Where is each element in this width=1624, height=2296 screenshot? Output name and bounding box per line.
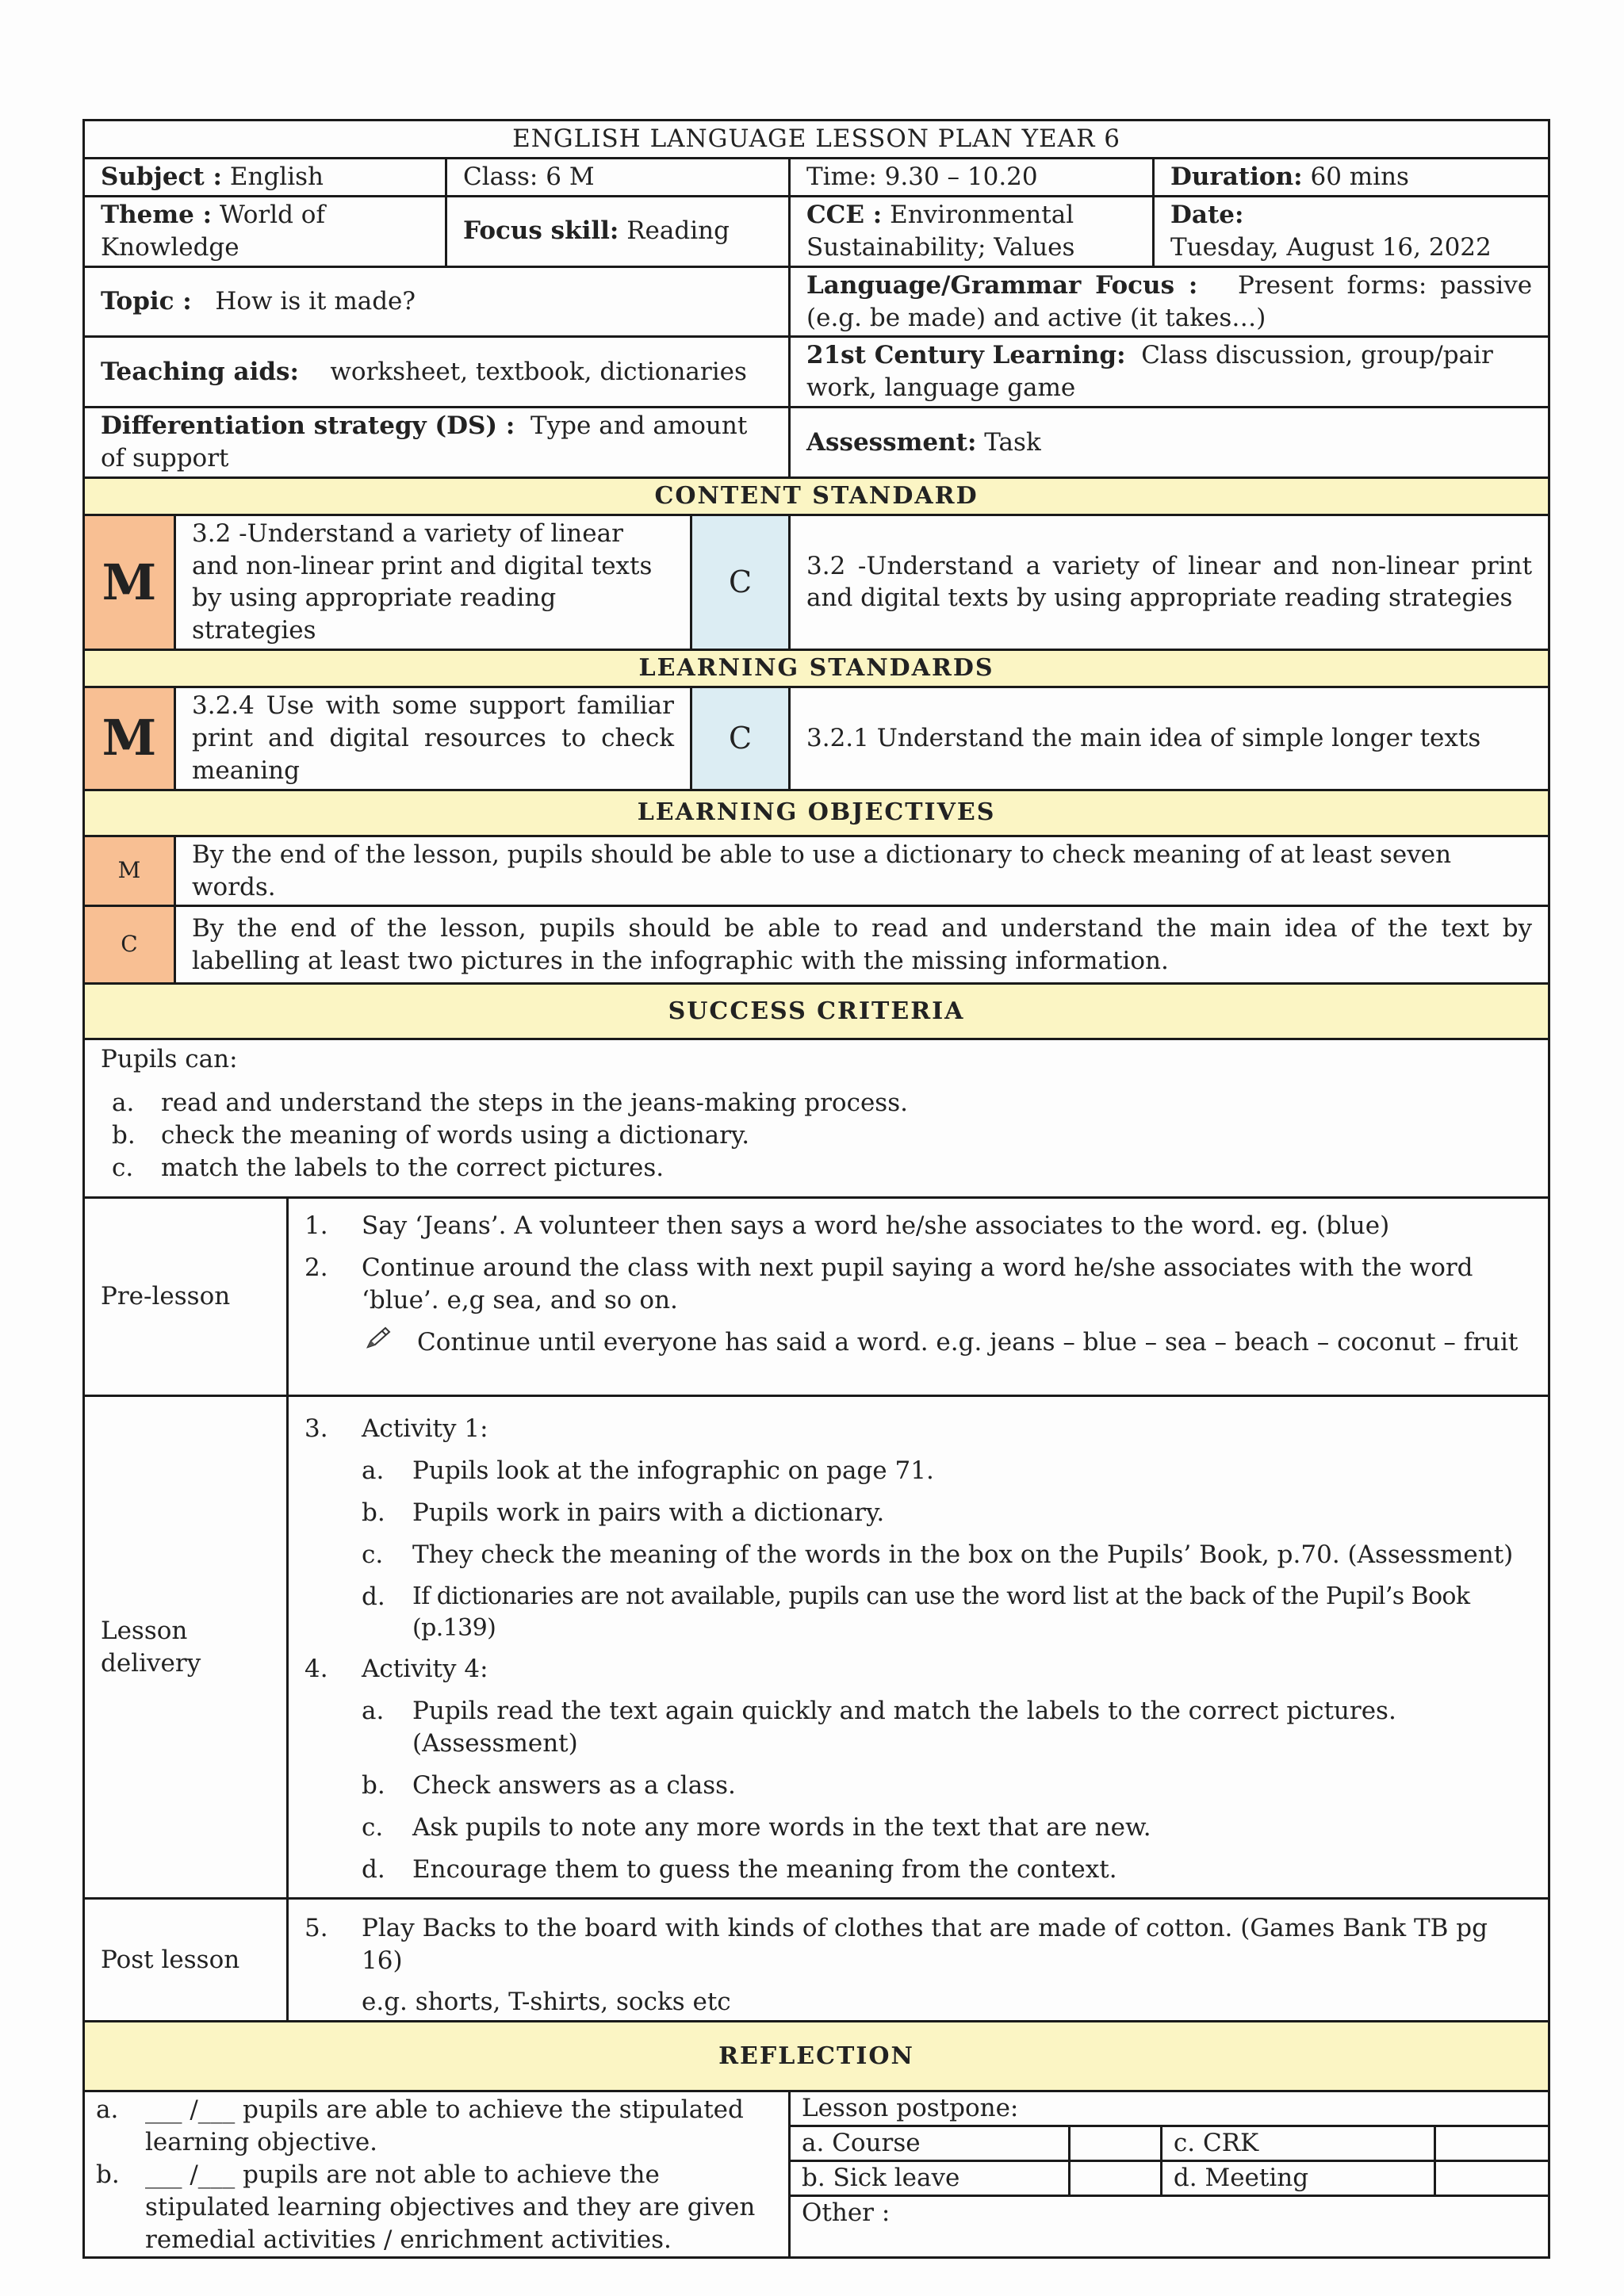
- pre-lesson-label: Pre-lesson: [84, 1198, 288, 1396]
- lo-c-text: By the end of the lesson, pupils should be able to read and understand the main idea of the text by labelling at least two pictures in the infographic with the missing information.: [175, 906, 1549, 984]
- postpone-course-box: [1070, 2126, 1162, 2161]
- cce-cell: CCE : Environmental Sustainability; Values: [790, 196, 1154, 266]
- lesson-delivery-label: Lesson delivery: [84, 1396, 288, 1898]
- 21st-century-cell: 21st Century Learning: Class discussion, group/pair work, language game: [790, 337, 1549, 408]
- activity-4-items: [362, 1695, 1532, 1886]
- list-item: c. Ask pupils to note any more words in the text that are new.: [362, 1812, 1151, 1842]
- date-cell: Date: Tuesday, August 16, 2022: [1154, 196, 1549, 266]
- list-item: d. If dictionaries are not available, pupils can use the word list at the back of the Pupil’s Book (p.139): [362, 1582, 1470, 1642]
- focus-skill-cell: Focus skill: Reading: [446, 196, 790, 266]
- lesson-plan-table: [82, 119, 1550, 2259]
- reflection-notes: [84, 2091, 790, 2258]
- step-item: 2. Continue around the class with next pupil saying a word he/she associates with the word ‘blue’. e,g sea, and so on.: [304, 1253, 1473, 1315]
- list-item: a. read and understand the steps in the jeans-making process.: [112, 1089, 908, 1118]
- topic-cell: Topic : How is it made?: [84, 266, 790, 337]
- theme-cell: Theme : World of Knowledge: [84, 196, 446, 266]
- grammar-focus-cell: Language/Grammar Focus : Present forms: passive (e.g. be made) and active (it takes…): [790, 266, 1549, 337]
- post-lesson-label: Post lesson: [84, 1898, 288, 2022]
- lesson-delivery-steps: [288, 1396, 1549, 1898]
- step-note: Continue until everyone has said a word. e.g. jeans – blue – sea – beach – coconut – fruit: [362, 1326, 1532, 1359]
- duration-cell: Duration: 60 mins: [1154, 158, 1549, 196]
- success-criteria-heading: SUCCESS CRITERIA: [84, 984, 1549, 1039]
- list-item: a. Pupils look at the infographic on page 71.: [362, 1456, 934, 1486]
- pre-lesson-steps: [288, 1198, 1549, 1396]
- step-item: 5. Play Backs to the board with kinds of clothes that are made of cotton. (Games Bank TB pg 16): [304, 1913, 1488, 1975]
- list-item: b. check the meaning of words using a dictionary.: [112, 1121, 750, 1150]
- cs-c-text: 3.2 -Understand a variety of linear and non-linear print and digital texts by using appropriate reading strategies: [790, 515, 1549, 650]
- step-item: 1. Say ‘Jeans’. A volunteer then says a word he/she associates to the word. eg. (blue): [304, 1211, 1390, 1241]
- pencil-icon: [365, 1326, 396, 1359]
- lo-c-label: C: [84, 906, 175, 984]
- activity-1-items: [362, 1455, 1532, 1644]
- list-item: c. They check the meaning of the words in the box on the Pupils’ Book, p.70. (Assessment): [362, 1540, 1514, 1570]
- ls-c-label: C: [691, 687, 790, 790]
- postpone-meeting: d. Meeting: [1161, 2161, 1434, 2196]
- postpone-sick-box: [1070, 2161, 1162, 2196]
- differentiation-cell: Differentiation strategy (DS) : Type and amount of support: [84, 408, 790, 478]
- cs-m-text: 3.2 -Understand a variety of linear and non-linear print and digital texts by using appropriate reading strategies: [175, 515, 691, 650]
- success-criteria-list: [112, 1087, 1532, 1184]
- cs-c-label: C: [691, 515, 790, 650]
- lesson-plan: [82, 119, 1548, 2259]
- post-lesson-example: e.g. shorts, T-shirts, socks etc: [362, 1988, 731, 2017]
- assessment-cell: Assessment: Task: [790, 408, 1549, 478]
- postpone-crk: c. CRK: [1161, 2126, 1434, 2161]
- list-item: a. ___ /___ pupils are able to achieve the stipulated learning objective.: [96, 2095, 744, 2157]
- class-cell: Class: 6 M: [446, 158, 790, 196]
- postpone-meeting-box: [1434, 2161, 1548, 2196]
- ls-m-label: M: [84, 687, 175, 790]
- postpone-crk-box: [1434, 2126, 1548, 2161]
- lesson-postpone-cell: [790, 2091, 1549, 2258]
- lo-m-text: By the end of the lesson, pupils should be able to use a dictionary to check meaning of at least seven words.: [175, 836, 1549, 906]
- reflection-heading: REFLECTION: [84, 2022, 1549, 2091]
- learning-objectives-heading: LEARNING OBJECTIVES: [84, 790, 1549, 836]
- list-item: b. ___ /___ pupils are not able to achieve the stipulated learning objectives and they are given remedial activities / enrichment activities.: [96, 2160, 756, 2254]
- postpone-other: Other :: [791, 2196, 1548, 2229]
- subject-cell: Subject : English: [84, 158, 446, 196]
- lesson-postpone-label: Lesson postpone:: [791, 2092, 1548, 2126]
- ls-m-text: 3.2.4 Use with some support familiar print and digital resources to check meaning: [175, 687, 691, 790]
- activity-4: 4. Activity 4:: [304, 1655, 488, 1684]
- post-lesson-steps: [288, 1898, 1549, 2022]
- time-cell: Time: 9.30 – 10.20: [790, 158, 1154, 196]
- postpone-course: a. Course: [791, 2126, 1070, 2161]
- list-item: d. Encourage them to guess the meaning from the context.: [362, 1854, 1117, 1884]
- postpone-sick: b. Sick leave: [791, 2161, 1070, 2196]
- list-item: b. Check answers as a class.: [362, 1770, 736, 1800]
- list-item: a. Pupils read the text again quickly and match the labels to the correct pictures. (Assessment): [362, 1697, 1396, 1758]
- success-criteria-body: [84, 1039, 1549, 1198]
- activity-1: 3. Activity 1:: [304, 1414, 488, 1444]
- list-item: b. Pupils work in pairs with a dictionary.: [362, 1498, 885, 1528]
- lo-m-label: M: [84, 836, 175, 906]
- learning-standards-heading: LEARNING STANDARDS: [84, 650, 1549, 687]
- teaching-aids-cell: Teaching aids: worksheet, textbook, dictionaries: [84, 337, 790, 408]
- cs-m-label: M: [84, 515, 175, 650]
- success-criteria-intro: Pupils can:: [101, 1045, 238, 1074]
- lesson-postpone-table: [791, 2092, 1548, 2229]
- lesson-plan-title: ENGLISH LANGUAGE LESSON PLAN YEAR 6: [84, 121, 1549, 159]
- content-standard-heading: CONTENT STANDARD: [84, 478, 1549, 515]
- list-item: c. match the labels to the correct pictures.: [112, 1154, 665, 1183]
- ls-c-text: 3.2.1 Understand the main idea of simple longer texts: [790, 687, 1549, 790]
